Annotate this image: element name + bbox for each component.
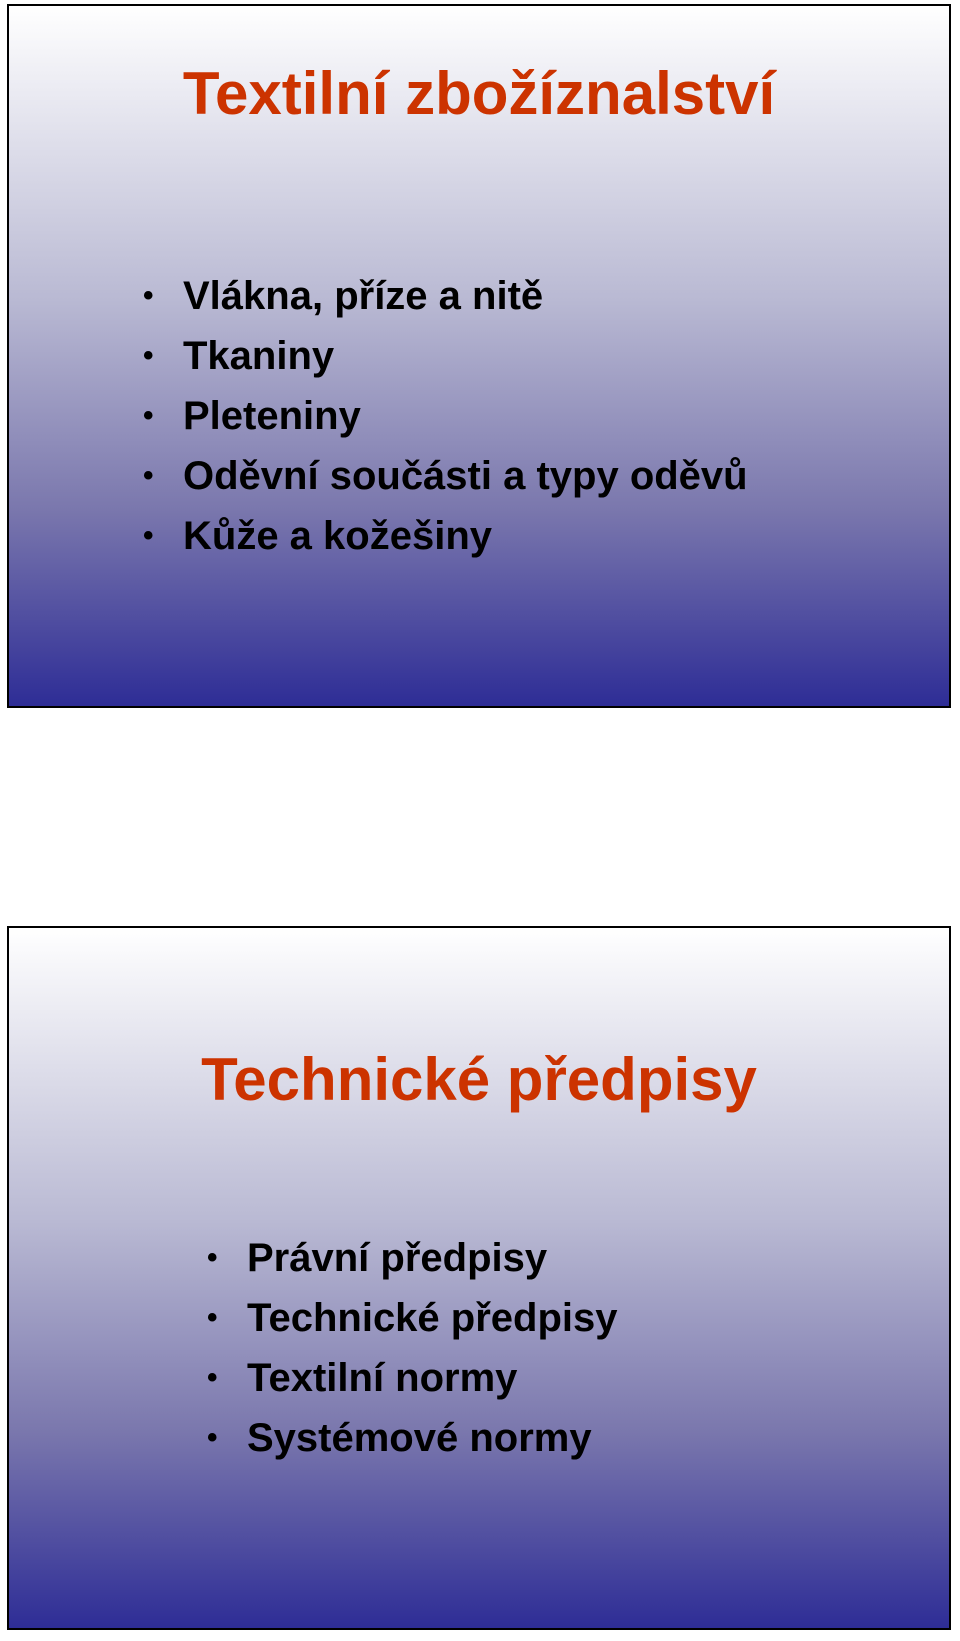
list-item-text: Textilní normy [247,1356,518,1400]
bullet-icon: • [143,339,154,372]
bullet-icon: • [143,519,154,552]
slide-1 [7,4,951,708]
list-item-text: Právní předpisy [247,1236,548,1280]
list-item-text: Technické předpisy [247,1296,618,1340]
list-item-text: Vlákna, příze a nitě [183,274,544,318]
bullet-icon: • [143,399,154,432]
bullet-icon: • [207,1301,218,1334]
bullet-icon: • [207,1241,218,1274]
list-item-text: Pleteniny [183,394,361,438]
list-item-text: Tkaniny [183,334,335,378]
bullet-icon: • [207,1361,218,1394]
bullet-icon: • [207,1421,218,1454]
bullet-icon: • [143,279,154,312]
list-item-text: Oděvní součásti a typy oděvů [183,454,748,498]
list-item-text: Kůže a kožešiny [183,514,493,558]
slide-title: Textilní zbožíznalství [182,60,776,127]
slide-2 [7,926,951,1630]
list-item-text: Systémové normy [247,1416,592,1460]
slide-title: Technické předpisy [201,1046,757,1113]
bullet-icon: • [143,459,154,492]
